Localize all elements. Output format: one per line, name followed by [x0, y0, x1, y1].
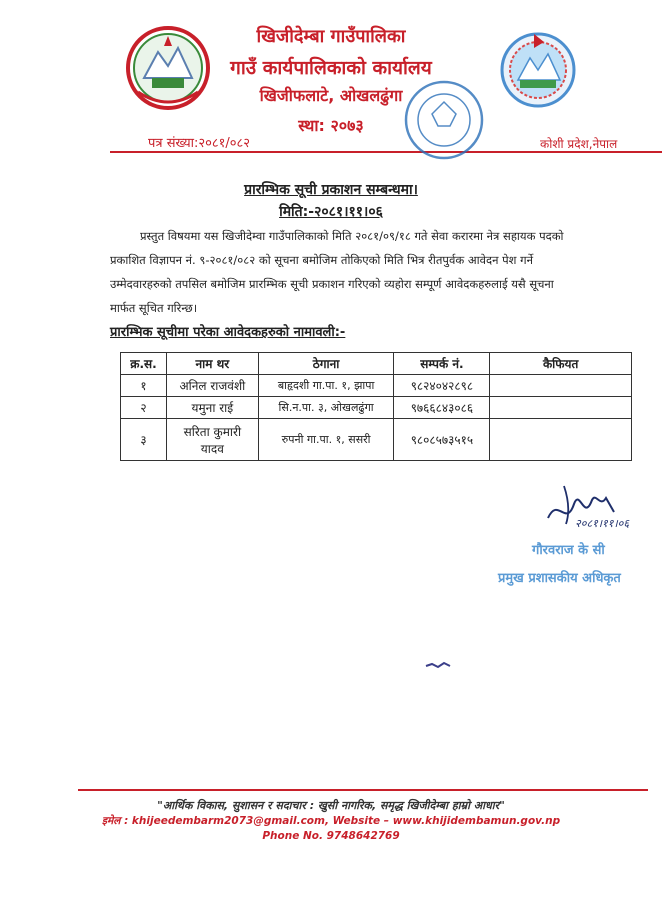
cell-contact: ९८०८५७३५१५	[394, 419, 490, 461]
municipality-logo	[498, 28, 578, 112]
header-divider	[110, 151, 662, 153]
province-label: कोशी प्रदेश,नेपाल	[540, 137, 618, 151]
applicants-table	[120, 352, 632, 461]
column-header-serial: क्र.स.	[121, 353, 167, 375]
notice-subject: प्रारम्भिक सूची प्रकाशन सम्बन्धमा।	[244, 182, 418, 198]
office-name-line2: गाउँ कार्यपालिकाको कार्यालय	[230, 57, 432, 79]
notice-date: मिति:-२०८१।११।०६	[279, 204, 383, 220]
cell-serial: २	[121, 397, 167, 419]
footer-contact: इमेल : khijeedembarm2073@gmail.com, Website – www.khijidembamun.gov.np	[101, 815, 561, 827]
table-row	[121, 375, 632, 397]
office-address: खिजीफलाटे, ओखलढुंगा	[259, 86, 403, 105]
cell-address: बाहृदशी गा.पा. १, झापा	[258, 375, 394, 397]
cell-name: सरिता कुमारी यादव	[166, 419, 258, 461]
footer-divider	[78, 789, 648, 791]
body-line: मार्फत सूचित गरिन्छ।	[110, 301, 198, 315]
office-name-line1: खिजीदेम्बा गाउँपालिका	[256, 26, 406, 47]
column-header-remarks: कैफियत	[490, 353, 632, 375]
signatory-name: गौरवराज के सी	[532, 543, 605, 558]
cell-address: रुपनी गा.पा. १, ससरी	[258, 419, 394, 461]
footer-phone: Phone No. 9748642769	[262, 830, 400, 842]
cell-address: सि.न.पा. ३, ओखलढुंगा	[258, 397, 394, 419]
table-row	[121, 397, 632, 419]
cell-name: यमुना राई	[166, 397, 258, 419]
cell-remarks	[490, 419, 632, 461]
body-line: प्रस्तुत विषयमा यस खिजीदेम्वा गाउँपालिकाको मिति २०८१/०९/१८ गते सेवा करारमा नेत्र सहायक पदको	[140, 229, 564, 243]
column-header-address: ठेगाना	[258, 353, 394, 375]
cell-name: अनिल राजवंशी	[166, 375, 258, 397]
applicant-list-heading: प्रारम्भिक सूचीमा परेका आवेदकहरुको नामावली:-	[110, 325, 346, 340]
cell-contact: ९७६६८४३०८६	[394, 397, 490, 419]
footer-slogan: "आर्थिक विकास, सुशासन र सदाचार : खुसी नागरिक, समृद्ध खिजीदेम्बा हाम्रो आधार"	[157, 799, 505, 812]
cell-serial: ३	[121, 419, 167, 461]
signatory-title: प्रमुख प्रशासकीय अधिकृत	[498, 571, 621, 586]
body-line: प्रकाशित विज्ञापन नं. ९-२०८१/०८२ को सूचना बमोजिम तोकिएको मिति भित्र रीतपुर्वक आवेदन पेश गर्ने	[110, 253, 533, 267]
established-year: स्था: २०७३	[298, 116, 364, 135]
cell-remarks	[490, 397, 632, 419]
column-header-name: नाम थर	[166, 353, 258, 375]
cell-remarks	[490, 375, 632, 397]
notice-body	[110, 224, 650, 320]
office-stamp	[402, 78, 486, 162]
body-line: उम्मेदवारहरुको तपसिल बमोजिम प्रारम्भिक सूची प्रकाशन गरिएको व्यहोरा सम्पूर्ण आवेदकहरुलाई यसै सूचना	[110, 277, 554, 291]
table-row	[121, 419, 632, 461]
reference-number: पत्र संख्या:२०८१/०८२	[148, 136, 251, 151]
signature-date: २०८१।११।०६	[575, 517, 630, 530]
cell-contact: ९८२४०४२८९८	[394, 375, 490, 397]
table-header-row	[121, 353, 632, 375]
cell-serial: १	[121, 375, 167, 397]
column-header-contact: सम्पर्क नं.	[394, 353, 490, 375]
ink-mark	[424, 655, 452, 665]
